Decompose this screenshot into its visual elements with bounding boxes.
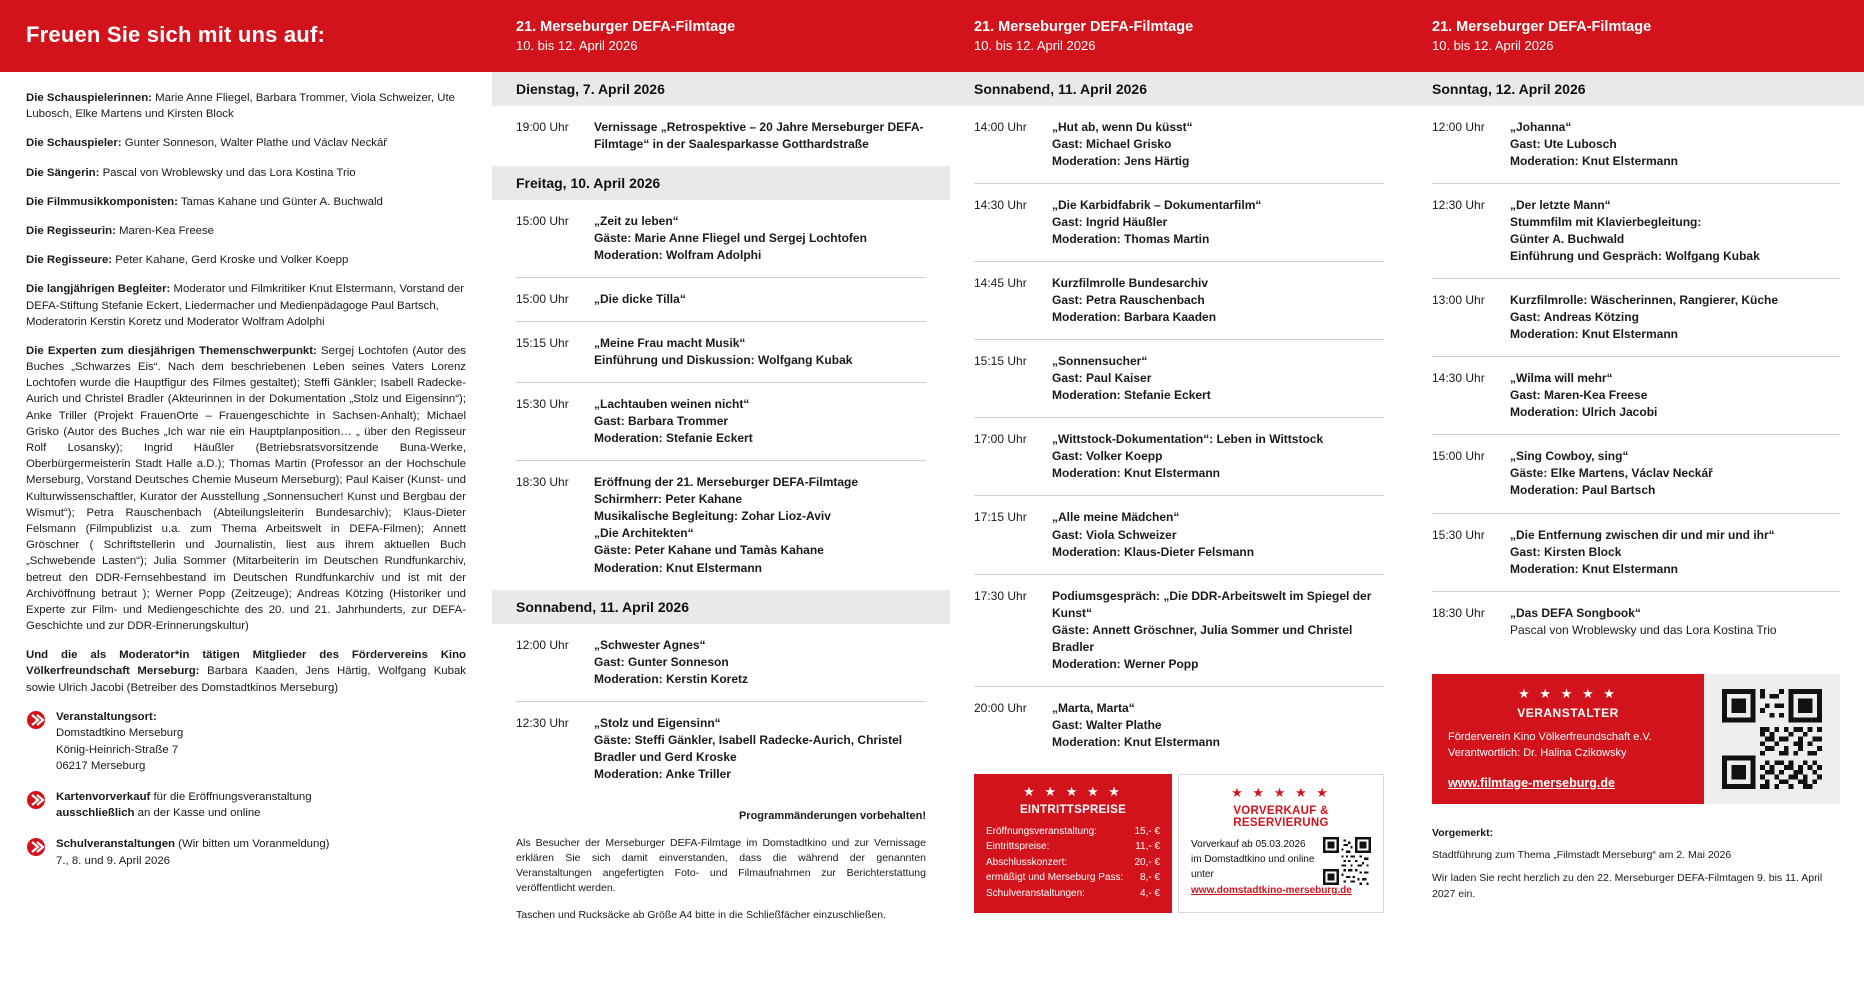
event-time: 19:00 Uhr <box>516 120 569 134</box>
event-line: Moderation: Kerstin Koretz <box>594 671 749 686</box>
price-label: Abschlusskonzert: <box>986 856 1068 868</box>
intro-paragraph-label: Die Schauspieler: <box>26 137 122 150</box>
arrow-bullet-icon <box>26 790 46 810</box>
event-line: „Die Architekten“ <box>594 526 694 541</box>
event-time: 15:15 Uhr <box>516 336 569 351</box>
program-event <box>1432 184 1840 279</box>
intro-paragraph-label: Die langjährigen Begleiter: <box>26 283 171 296</box>
event-line: Moderation: Knut Elstermann <box>1052 466 1221 481</box>
intro-paragraph <box>26 343 466 634</box>
organizer-box <box>1432 674 1840 804</box>
event-details <box>1510 605 1840 639</box>
day-heading: Sonnabend, 11. April 2026 <box>492 590 950 624</box>
event-time: 14:45 Uhr <box>974 276 1027 291</box>
intro-paragraph <box>26 281 466 330</box>
day-heading: Freitag, 10. April 2026 <box>492 166 950 200</box>
event-time: 15:15 Uhr <box>974 354 1027 369</box>
venue-item <box>26 836 466 869</box>
event-details <box>1052 197 1384 248</box>
program-event <box>516 200 926 278</box>
event-details <box>1510 448 1840 499</box>
stars-decoration: ★ ★ ★ ★ ★ <box>1518 685 1618 701</box>
organizer-qr-panel <box>1704 674 1840 804</box>
program-event <box>1432 357 1840 435</box>
event-details <box>1052 431 1384 482</box>
ticket-prices-box <box>974 774 1172 914</box>
venue-info-list <box>26 709 466 869</box>
event-details <box>1510 370 1840 421</box>
event-line: Moderation: Werner Popp <box>1052 656 1199 671</box>
event-details <box>594 396 926 447</box>
event-details <box>1052 588 1384 673</box>
intro-paragraph <box>26 252 466 268</box>
column2-header <box>492 0 950 72</box>
intro-paragraph <box>26 90 466 122</box>
column2-notes <box>492 796 950 923</box>
venue-item <box>26 709 466 775</box>
event-line: „Schwester Agnes“ <box>594 637 706 652</box>
footer-note <box>1432 826 1840 903</box>
price-label: Eintrittspreise: <box>986 841 1050 853</box>
event-time: 14:00 Uhr <box>974 120 1027 134</box>
presale-text: Vorverkauf ab 05.03.2026 im Domstadtkino und online unter <box>1191 838 1315 880</box>
event-line: Gast: Gunter Sonneson <box>594 654 729 669</box>
event-line: Moderation: Jens Härtig <box>1052 154 1190 169</box>
page-title: Freuen Sie sich mit uns auf: <box>26 22 325 47</box>
event-line: Moderation: Knut Elstermann <box>1052 734 1221 749</box>
column-program-3 <box>1408 0 1864 1000</box>
program-event <box>974 496 1384 574</box>
footer-line: Stadtführung zum Thema „Filmstadt Merseburg“ am 2. Mai 2026 <box>1432 849 1732 862</box>
presale-url-link[interactable]: www.domstadtkino-merseburg.de <box>1191 884 1352 896</box>
program-event <box>516 383 926 461</box>
event-time: 12:30 Uhr <box>516 715 569 730</box>
program-event <box>974 575 1384 687</box>
intro-paragraph-label: Die Experten zum diesjährigen Themenschwerpunkt: <box>26 344 317 357</box>
event-line: Podiumsgespräch: „Die DDR-Arbeitswelt im Spiegel der Kunst“ <box>1052 588 1372 620</box>
program-event <box>974 262 1384 340</box>
stars-decoration: ★ ★ ★ ★ ★ <box>1231 784 1331 800</box>
event-time: 15:00 Uhr <box>1432 449 1485 464</box>
festival-dates: 10. bis 12. April 2026 <box>516 38 638 54</box>
event-line: Gast: Viola Schweizer <box>1052 527 1177 542</box>
event-line: Moderation: Stefanie Eckert <box>594 431 753 446</box>
price-row <box>986 886 1160 902</box>
festival-title: 21. Merseburger DEFA-Filmtage <box>974 19 1194 35</box>
event-line: Moderation: Anke Triller <box>594 766 731 781</box>
day-heading-sunday: Sonntag, 12. April 2026 <box>1408 72 1864 106</box>
footer-note-title: Vorgemerkt: <box>1432 826 1494 839</box>
program-event <box>516 624 926 702</box>
venue-item-text: Kartenvorverkauf für die Eröffnungsveranstaltung ausschließlich an der Kasse und online <box>56 790 312 820</box>
event-details <box>1510 292 1840 343</box>
intro-header <box>0 0 492 72</box>
event-line: „Lachtauben weinen nicht“ <box>594 397 750 412</box>
event-details <box>594 637 926 688</box>
price-row <box>986 855 1160 871</box>
event-line: „Sonnensucher“ <box>1052 354 1148 369</box>
event-details <box>1052 509 1384 560</box>
event-line: Gast: Maren-Kea Freese <box>1510 388 1648 403</box>
event-line: Moderation: Ulrich Jacobi <box>1510 405 1658 420</box>
event-line: „Marta, Marta“ <box>1052 700 1135 715</box>
day-events <box>492 106 950 166</box>
intro-paragraph-label: Und die als Moderator*in tätigen Mitglieder des Fördervereins Kino Völkerfreundschaft Merseburg: <box>26 649 466 678</box>
event-line: Gäste: Steffi Gänkler, Isabell Radecke-Aurich, Christel Bradler und Gerd Kroske <box>594 732 903 764</box>
event-line: „Die Karbidfabrik – Dokumentarfilm“ <box>1052 198 1262 213</box>
intro-paragraph-text: Peter Kahane, Gerd Kroske und Volker Koepp <box>112 254 349 267</box>
event-line: Pascal von Wroblewsky und das Lora Kostina Trio <box>1510 622 1777 637</box>
footer-line: Wir laden Sie recht herzlich zu den 22. Merseburger DEFA-Filmtagen 9. bis 11. April 2027 ein. <box>1432 872 1823 900</box>
program-event <box>516 278 926 322</box>
intro-paragraph-text: Sergej Lochtofen (Autor des Buches „Schwarzes Eis“. Nach dem beschriebenen Leben seines Vaters Lorenz Lochtofen wurde die Hauptfigur des Filmes gestaltet); Steffi Gänkler; Isabell Radecke-Aurich und Christel Bradler (Akteurinnen in der Dokumentation „Stolz und Eigensinn“); Anke Triller (Projekt FrauenOrte – Frauengeschichte in Sachsen-Anhalt); Michael Grisko (Autor des Buches „Ich war nie ein Hauptplanposition… „ über den Regisseur Rolf Losansky); Ingrid Häußler (Betriebsratsvorsitzende Buna-Werke, Oberbürgermeisterin Stadt Halle a.D.); Thomas Martin (Professor an der Hochschule Merseburg, Vorstand Deutsches Chemie Museum Merseburg); Paul Kaiser (Kunst- und Kulturwissenschaftler, Kurator der Ausstellung „Sonnensucher! Kunst und Bergbau der Wismut“); Petra Rauschenbach (Abteilungsleiterin Bundesarchiv); Klaus-Dieter Felsmann (Filmpublizist u.a. zum Thema Arbeitswelt in DEFA-Filmen); Annett Gröschner ( Schriftstellerin und Journalistin, liest aus ihrem aktuellen Buch „Schwebende Lasten“); Julia Sommer (Mitarbeiterin im Deutschen Rundfunkarchiv, betreut den DDR-Fernsehbestand im Deutschen Rundfunkarchiv und ist mit der Archivöffnung betraut ); Werner Popp (Zeitzeuge); Andreas Kötzing (Historiker und Experte zur Film- und Mediengeschichte des 20. und 21. Jahrhunderts, zur DEFA-Geschichte und zur DDR-Erinnerungskultur) <box>26 344 467 633</box>
event-details <box>1510 119 1840 170</box>
smallprint-paragraph: Taschen und Rucksäcke ab Größe A4 bitte in die Schließfächer einzuschließen. <box>516 908 887 921</box>
event-time: 20:00 Uhr <box>974 700 1027 715</box>
event-line: Gäste: Marie Anne Fliegel und Sergej Lochtofen <box>594 231 867 246</box>
event-line: Moderation: Wolfram Adolphi <box>594 248 762 263</box>
program-event <box>1432 279 1840 357</box>
event-line: Musikalische Begleitung: Zohar Lioz-Aviv <box>594 509 831 524</box>
program-event <box>1432 514 1840 592</box>
program-event <box>974 340 1384 418</box>
price-label: Eröffnungsveranstaltung: <box>986 825 1098 837</box>
event-line: Moderation: Thomas Martin <box>1052 232 1210 247</box>
intro-paragraph <box>26 223 466 239</box>
event-details <box>1052 119 1384 170</box>
column3-header <box>950 0 1408 72</box>
stars-decoration: ★ ★ ★ ★ ★ <box>1023 783 1123 799</box>
program-change-note: Programmänderungen vorbehalten! <box>738 809 926 822</box>
event-time: 17:00 Uhr <box>974 432 1027 447</box>
program-event <box>516 461 926 589</box>
event-line: „Hut ab, wenn Du küsst“ <box>1052 120 1193 134</box>
event-line: Moderation: Paul Bartsch <box>1510 483 1656 498</box>
organizer-line: Verantwortlich: Dr. Halina Czikowsky <box>1448 747 1627 760</box>
event-details <box>1510 527 1840 578</box>
event-line: Moderation: Knut Elstermann <box>594 560 763 575</box>
intro-paragraph-text: Barbara Kaaden, Jens Härtig, Wolfgang Kubak sowie Ulrich Jacobi (Betreiber des Domstadtkinos Merseburg) <box>26 665 466 694</box>
event-line: „Das DEFA Songbook“ <box>1510 605 1641 620</box>
intro-paragraph <box>26 194 466 210</box>
qr-code-icon <box>1323 837 1371 885</box>
event-line: Gäste: Peter Kahane und Tamàs Kahane <box>594 543 824 558</box>
intro-paragraph-text: Maren-Kea Freese <box>115 224 215 237</box>
event-time: 14:30 Uhr <box>1432 371 1485 386</box>
presale-caption: VORVERKAUF & RESERVIERUNG <box>1233 804 1329 829</box>
program-event <box>516 702 926 796</box>
price-row <box>986 870 1160 886</box>
event-line: Gast: Barbara Trommer <box>594 414 729 429</box>
event-line: Moderation: Knut Elstermann <box>1510 561 1679 576</box>
event-time: 15:00 Uhr <box>516 214 569 229</box>
event-line: Gast: Ute Lubosch <box>1510 137 1617 152</box>
day-heading-saturday: Sonnabend, 11. April 2026 <box>950 72 1408 106</box>
event-line: „Stolz und Eigensinn“ <box>594 715 721 730</box>
price-value: 8,- € <box>1140 872 1161 884</box>
intro-body <box>0 72 492 869</box>
event-details <box>594 474 926 576</box>
organizer-info <box>1432 674 1704 804</box>
intro-paragraph-label: Die Sängerin: <box>26 166 100 179</box>
event-line: Günter A. Buchwald <box>1510 232 1625 247</box>
event-line: Moderation: Knut Elstermann <box>1510 327 1679 342</box>
intro-paragraph <box>26 135 466 151</box>
price-value: 4,- € <box>1140 887 1161 899</box>
event-line: Gäste: Elke Martens, Václav Neckář <box>1510 466 1713 481</box>
event-line: Einführung und Diskussion: Wolfgang Kubak <box>594 353 853 368</box>
event-line: „Die Entfernung zwischen dir und mir und ihr“ <box>1510 527 1775 542</box>
event-line: Gast: Walter Plathe <box>1052 717 1162 732</box>
event-time: 15:30 Uhr <box>516 397 569 412</box>
organizer-caption: VERANSTALTER <box>1517 705 1619 720</box>
day-events <box>492 200 950 589</box>
festival-title: 21. Merseburger DEFA-Filmtage <box>1432 19 1652 35</box>
event-time: 18:30 Uhr <box>1432 605 1485 620</box>
legal-smallprint <box>516 832 926 923</box>
price-label: Schulveranstaltungen: <box>986 887 1085 899</box>
event-time: 12:00 Uhr <box>516 637 569 652</box>
event-line: Gast: Andreas Kötzing <box>1510 310 1639 325</box>
column-intro <box>0 0 492 1000</box>
column-program-1 <box>492 0 950 1000</box>
price-label: ermäßigt und Merseburg Pass: <box>986 872 1124 884</box>
event-line: Schirmherr: Peter Kahane <box>594 492 743 507</box>
event-time: 18:30 Uhr <box>516 475 569 490</box>
festival-website-link[interactable]: www.filmtage-merseburg.de <box>1448 775 1615 790</box>
price-value: 20,- € <box>1134 856 1161 868</box>
event-line: Eröffnung der 21. Merseburger DEFA-Filmtage <box>594 475 859 490</box>
event-time: 15:00 Uhr <box>516 292 569 307</box>
event-time: 17:15 Uhr <box>974 510 1027 525</box>
event-line: Gast: Volker Koepp <box>1052 449 1163 464</box>
price-row <box>986 839 1160 855</box>
ticket-boxes <box>974 774 1384 914</box>
venue-item-text: Schulveranstaltungen (Wir bitten um Voranmeldung) 7., 8. und 9. April 2026 <box>56 838 330 867</box>
event-line: „Alle meine Mädchen“ <box>1052 510 1180 525</box>
event-line: Gast: Kirsten Block <box>1510 544 1622 559</box>
festival-dates: 10. bis 12. April 2026 <box>974 38 1096 54</box>
intro-paragraph-text: Gunter Sonneson, Walter Plathe und Václav Neckář <box>121 137 388 150</box>
intro-paragraph-label: Die Schauspielerinnen: <box>26 92 152 104</box>
event-details <box>594 335 926 369</box>
event-line: „Meine Frau macht Musik“ <box>594 336 746 351</box>
program-event <box>974 184 1384 262</box>
column4-header <box>1408 0 1864 72</box>
column-program-2 <box>950 0 1408 1000</box>
program-event <box>974 418 1384 496</box>
event-details <box>1052 275 1384 326</box>
event-line: Stummfilm mit Klavierbegleitung: <box>1510 215 1702 230</box>
festival-dates: 10. bis 12. April 2026 <box>1432 38 1554 54</box>
event-details <box>594 119 926 153</box>
event-line: Moderation: Knut Elstermann <box>1510 154 1679 169</box>
event-details <box>594 715 926 783</box>
intro-paragraph-text: Tamas Kahane und Günter A. Buchwald <box>177 195 383 208</box>
day-heading: Dienstag, 7. April 2026 <box>492 72 950 106</box>
organizer-line: Förderverein Kino Völkerfreundschaft e.V. <box>1448 730 1652 743</box>
intro-paragraph <box>26 647 466 696</box>
event-line: Gast: Michael Grisko <box>1052 137 1172 152</box>
event-line: „Wittstock-Dokumentation“: Leben in Wittstock <box>1052 432 1324 447</box>
intro-paragraph-label: Die Regisseure: <box>26 254 113 267</box>
program-event <box>974 687 1384 764</box>
intro-paragraph-text: Marie Anne Fliegel, Barbara Trommer, Viola Schweizer, Ute Lubosch, Elke Martens und Kirsten Block <box>26 92 456 121</box>
intro-paragraph-text: Moderator und Filmkritiker Knut Elstermann, Vorstand der DEFA-Stiftung Stefanie Eckert, Liedermacher und Medienpädagoge Paul Bartsch, Moderatorin Kerstin Koretz und Moderator Wolfram Adolphi <box>26 283 465 328</box>
event-line: Einführung und Gespräch: Wolfgang Kubak <box>1510 249 1760 264</box>
event-line: „Die dicke Tilla“ <box>594 292 686 307</box>
program-event <box>1432 592 1840 652</box>
event-line: Moderation: Klaus-Dieter Felsmann <box>1052 544 1255 559</box>
program-event <box>1432 435 1840 513</box>
price-row <box>986 824 1160 840</box>
qr-code-icon <box>1722 689 1822 789</box>
event-time: 17:30 Uhr <box>974 588 1027 603</box>
event-time: 14:30 Uhr <box>974 198 1027 213</box>
event-line: „Zeit zu leben“ <box>594 214 679 229</box>
smallprint-paragraph: Als Besucher der Merseburger DEFA-Filmtage im Domstadtkino und zur Vernissage erklären Sie sich damit einverstanden, dass die während der genannten Veranstaltungen angefertigten Foto- und Filmaufnahmen zur Berichterstattung veröffentlicht werden. <box>516 836 926 895</box>
price-value: 15,- € <box>1134 825 1161 837</box>
event-line: Gäste: Annett Gröschner, Julia Sommer und Christel Bradler <box>1052 622 1353 654</box>
column3-events <box>950 106 1408 764</box>
arrow-bullet-icon <box>26 710 46 730</box>
event-line: Moderation: Stefanie Eckert <box>1052 388 1211 403</box>
event-line: „Sing Cowboy, sing“ <box>1510 449 1629 464</box>
presale-box <box>1178 774 1384 914</box>
event-time: 13:00 Uhr <box>1432 293 1485 308</box>
event-details <box>1510 197 1840 265</box>
event-line: Kurzfilmrolle Bundesarchiv <box>1052 276 1209 291</box>
program-event <box>974 106 1384 184</box>
day-events <box>492 624 950 796</box>
event-time: 12:00 Uhr <box>1432 120 1485 134</box>
ticket-prices-caption: EINTRITTSPREISE <box>1019 803 1127 816</box>
event-line: „Johanna“ <box>1510 120 1572 134</box>
program-event <box>516 106 926 166</box>
event-line: „Der letzte Mann“ <box>1510 198 1611 213</box>
intro-paragraph-text: Pascal von Wroblewsky und das Lora Kostina Trio <box>99 166 356 179</box>
intro-paragraph <box>26 165 466 181</box>
event-time: 12:30 Uhr <box>1432 198 1485 213</box>
festival-title: 21. Merseburger DEFA-Filmtage <box>516 19 736 35</box>
event-time: 15:30 Uhr <box>1432 527 1485 542</box>
venue-item-text: Veranstaltungsort: Domstadtkino Merseburg König-Heinrich-Straße 7 06217 Merseburg <box>56 710 184 773</box>
program-event <box>1432 106 1840 184</box>
event-details <box>1052 700 1384 751</box>
intro-paragraph-label: Die Filmmusikkomponisten: <box>26 195 178 208</box>
event-details <box>594 291 926 308</box>
event-line: Gast: Ingrid Häußler <box>1052 215 1168 230</box>
column4-events <box>1408 106 1864 652</box>
program-event <box>516 322 926 383</box>
event-line: Gast: Petra Rauschenbach <box>1052 293 1205 308</box>
price-value: 11,- € <box>1135 841 1161 853</box>
arrow-bullet-icon <box>26 837 46 857</box>
event-line: Moderation: Barbara Kaaden <box>1052 310 1217 325</box>
event-details <box>1052 353 1384 404</box>
venue-item <box>26 789 466 822</box>
event-details <box>594 213 926 264</box>
event-line: „Wilma will mehr“ <box>1510 371 1613 386</box>
intro-paragraph-label: Die Regisseurin: <box>26 224 116 237</box>
event-line: Kurzfilmrolle: Wäscherinnen, Rangierer, Küche <box>1510 293 1779 308</box>
event-line: Gast: Paul Kaiser <box>1052 371 1152 386</box>
event-line: Vernissage „Retrospektive – 20 Jahre Merseburger DEFA-Filmtage“ in der Saalesparkasse Gotthardstraße <box>594 120 924 152</box>
